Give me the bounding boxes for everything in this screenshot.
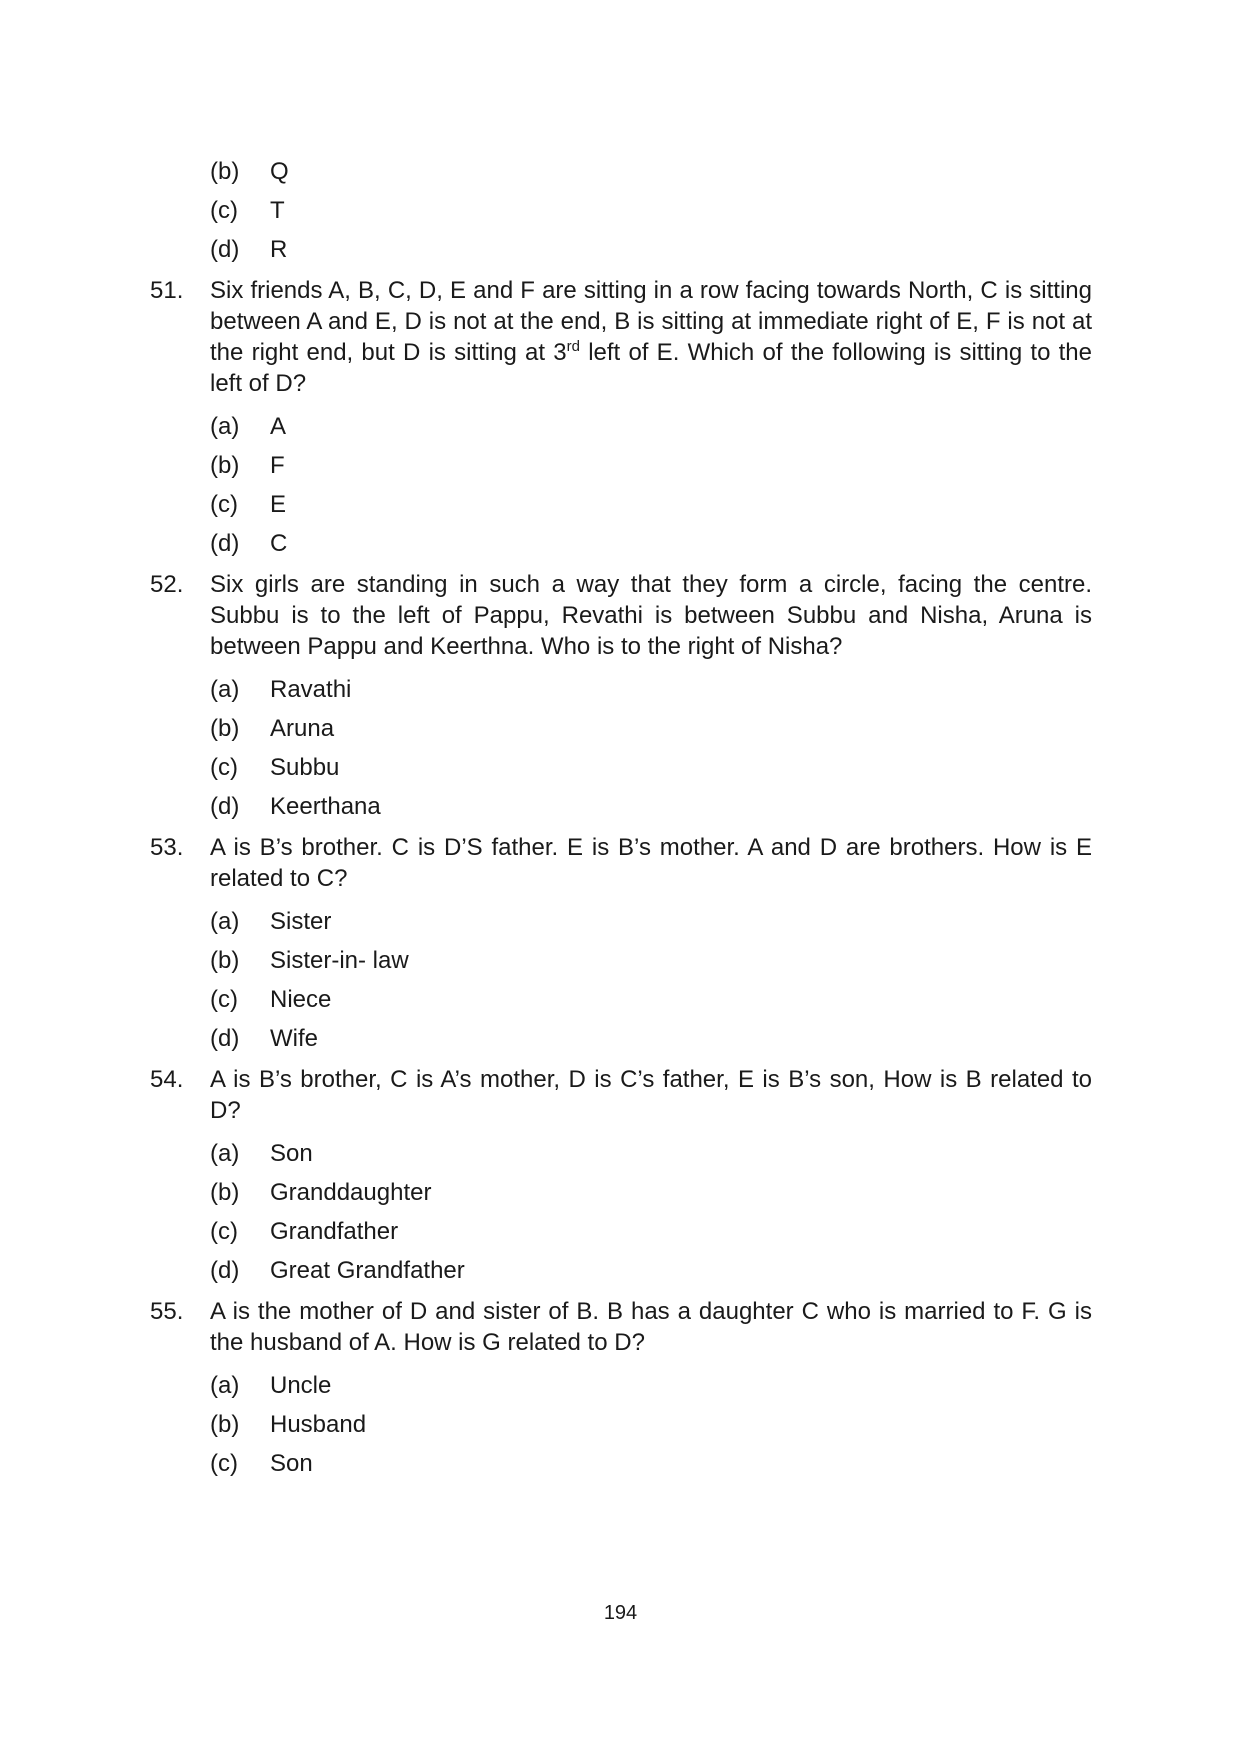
option-item (150, 1173, 1092, 1212)
option-text: Ravathi (270, 676, 352, 703)
option-item (150, 152, 1092, 191)
question-55-options (150, 1366, 1092, 1483)
option-item (150, 191, 1092, 230)
question-number: 52. (150, 571, 184, 598)
option-label: (b) (210, 1411, 240, 1438)
option-text: Aruna (270, 715, 335, 742)
option-text: Q (270, 158, 289, 185)
page-number: 194 (603, 1602, 638, 1624)
option-item (150, 1405, 1092, 1444)
option-text: Great Grandfather (270, 1257, 465, 1284)
option-label: (c) (210, 986, 238, 1013)
option-label: (a) (210, 908, 240, 935)
option-text: Grandfather (270, 1218, 399, 1245)
option-text: T (270, 197, 285, 224)
option-item (150, 980, 1092, 1019)
option-text: F (270, 452, 285, 479)
question-stem: A is B’s brother. C is D’S father. E is B’s mother. A and D are brothers. How is E related to C? (210, 834, 1092, 892)
option-label: (b) (210, 715, 240, 742)
question-55 (150, 1296, 1092, 1358)
option-text: Wife (270, 1025, 318, 1052)
question-stem: Six girls are standing in such a way that they form a circle, facing the centre. Subbu is to the left of Pappu, Revathi is between Subbu and Nisha, Aruna is between Pappu and Keerthna. Who is to the right of Nisha? (210, 571, 1092, 660)
option-label: (c) (210, 1218, 238, 1245)
option-label: (d) (210, 1257, 240, 1284)
option-label: (d) (210, 793, 240, 820)
option-label: (d) (210, 236, 240, 263)
option-item (150, 941, 1092, 980)
option-item (150, 1366, 1092, 1405)
option-text: Niece (270, 986, 332, 1013)
option-item (150, 1212, 1092, 1251)
option-item (150, 748, 1092, 787)
option-item (150, 485, 1092, 524)
option-text: Granddaughter (270, 1179, 432, 1206)
question-54-options (150, 1134, 1092, 1290)
option-label: (c) (210, 491, 238, 518)
carry-over-options (150, 152, 1092, 269)
option-label: (a) (210, 413, 240, 440)
question-stem (210, 275, 1092, 399)
option-text: Son (270, 1140, 313, 1167)
option-label: (b) (210, 452, 240, 479)
option-label: (d) (210, 1025, 240, 1052)
stem-superscript: rd (566, 338, 580, 355)
option-item (150, 787, 1092, 826)
option-label: (a) (210, 1372, 240, 1399)
stem-text: Six friends A, B, C, D, E and F are sitting in a row facing towards North, C is sitting between A and E, D is not at the end, B is sitting at immediate right of E, F is not at the right end, but D is sitting at 3 (210, 277, 1092, 366)
option-item (150, 524, 1092, 563)
option-item (150, 670, 1092, 709)
option-text: A (270, 413, 287, 440)
option-text: R (270, 236, 288, 263)
question-51 (150, 275, 1092, 399)
option-text: Sister (270, 908, 332, 935)
option-label: (b) (210, 1179, 240, 1206)
question-number: 51. (150, 277, 184, 304)
stem-text-continued: left of E. Which of the following is sitting to the left of D? (210, 339, 1092, 397)
option-text: E (270, 491, 287, 518)
question-52-options (150, 670, 1092, 826)
option-label: (b) (210, 158, 240, 185)
option-item (150, 709, 1092, 748)
question-51-options (150, 407, 1092, 563)
question-54 (150, 1064, 1092, 1126)
option-item (150, 902, 1092, 941)
question-list (150, 152, 1092, 1483)
option-item (150, 446, 1092, 485)
option-item (150, 1134, 1092, 1173)
option-item (150, 407, 1092, 446)
option-label: (b) (210, 947, 240, 974)
option-label: (a) (210, 1140, 240, 1167)
option-item (150, 230, 1092, 269)
option-label: (c) (210, 197, 238, 224)
question-53 (150, 832, 1092, 894)
option-label: (a) (210, 676, 240, 703)
option-item (150, 1251, 1092, 1290)
question-number: 55. (150, 1298, 184, 1325)
question-53-options (150, 902, 1092, 1058)
question-52 (150, 569, 1092, 662)
option-text: Sister-in- law (270, 947, 409, 974)
option-item (150, 1444, 1092, 1483)
option-text: Uncle (270, 1372, 332, 1399)
option-text: Husband (270, 1411, 367, 1438)
option-text: Son (270, 1450, 313, 1477)
question-stem: A is the mother of D and sister of B. B has a daughter C who is married to F. G is the husband of A. How is G related to D? (210, 1298, 1092, 1356)
option-text: C (270, 530, 288, 557)
option-text: Subbu (270, 754, 340, 781)
question-number: 53. (150, 834, 184, 861)
option-item (150, 1019, 1092, 1058)
question-number: 54. (150, 1066, 184, 1093)
option-text: Keerthana (270, 793, 381, 820)
option-label: (c) (210, 1450, 238, 1477)
option-label: (d) (210, 530, 240, 557)
question-stem: A is B’s brother, C is A’s mother, D is C’s father, E is B’s son, How is B related to D? (210, 1066, 1092, 1124)
option-label: (c) (210, 754, 238, 781)
